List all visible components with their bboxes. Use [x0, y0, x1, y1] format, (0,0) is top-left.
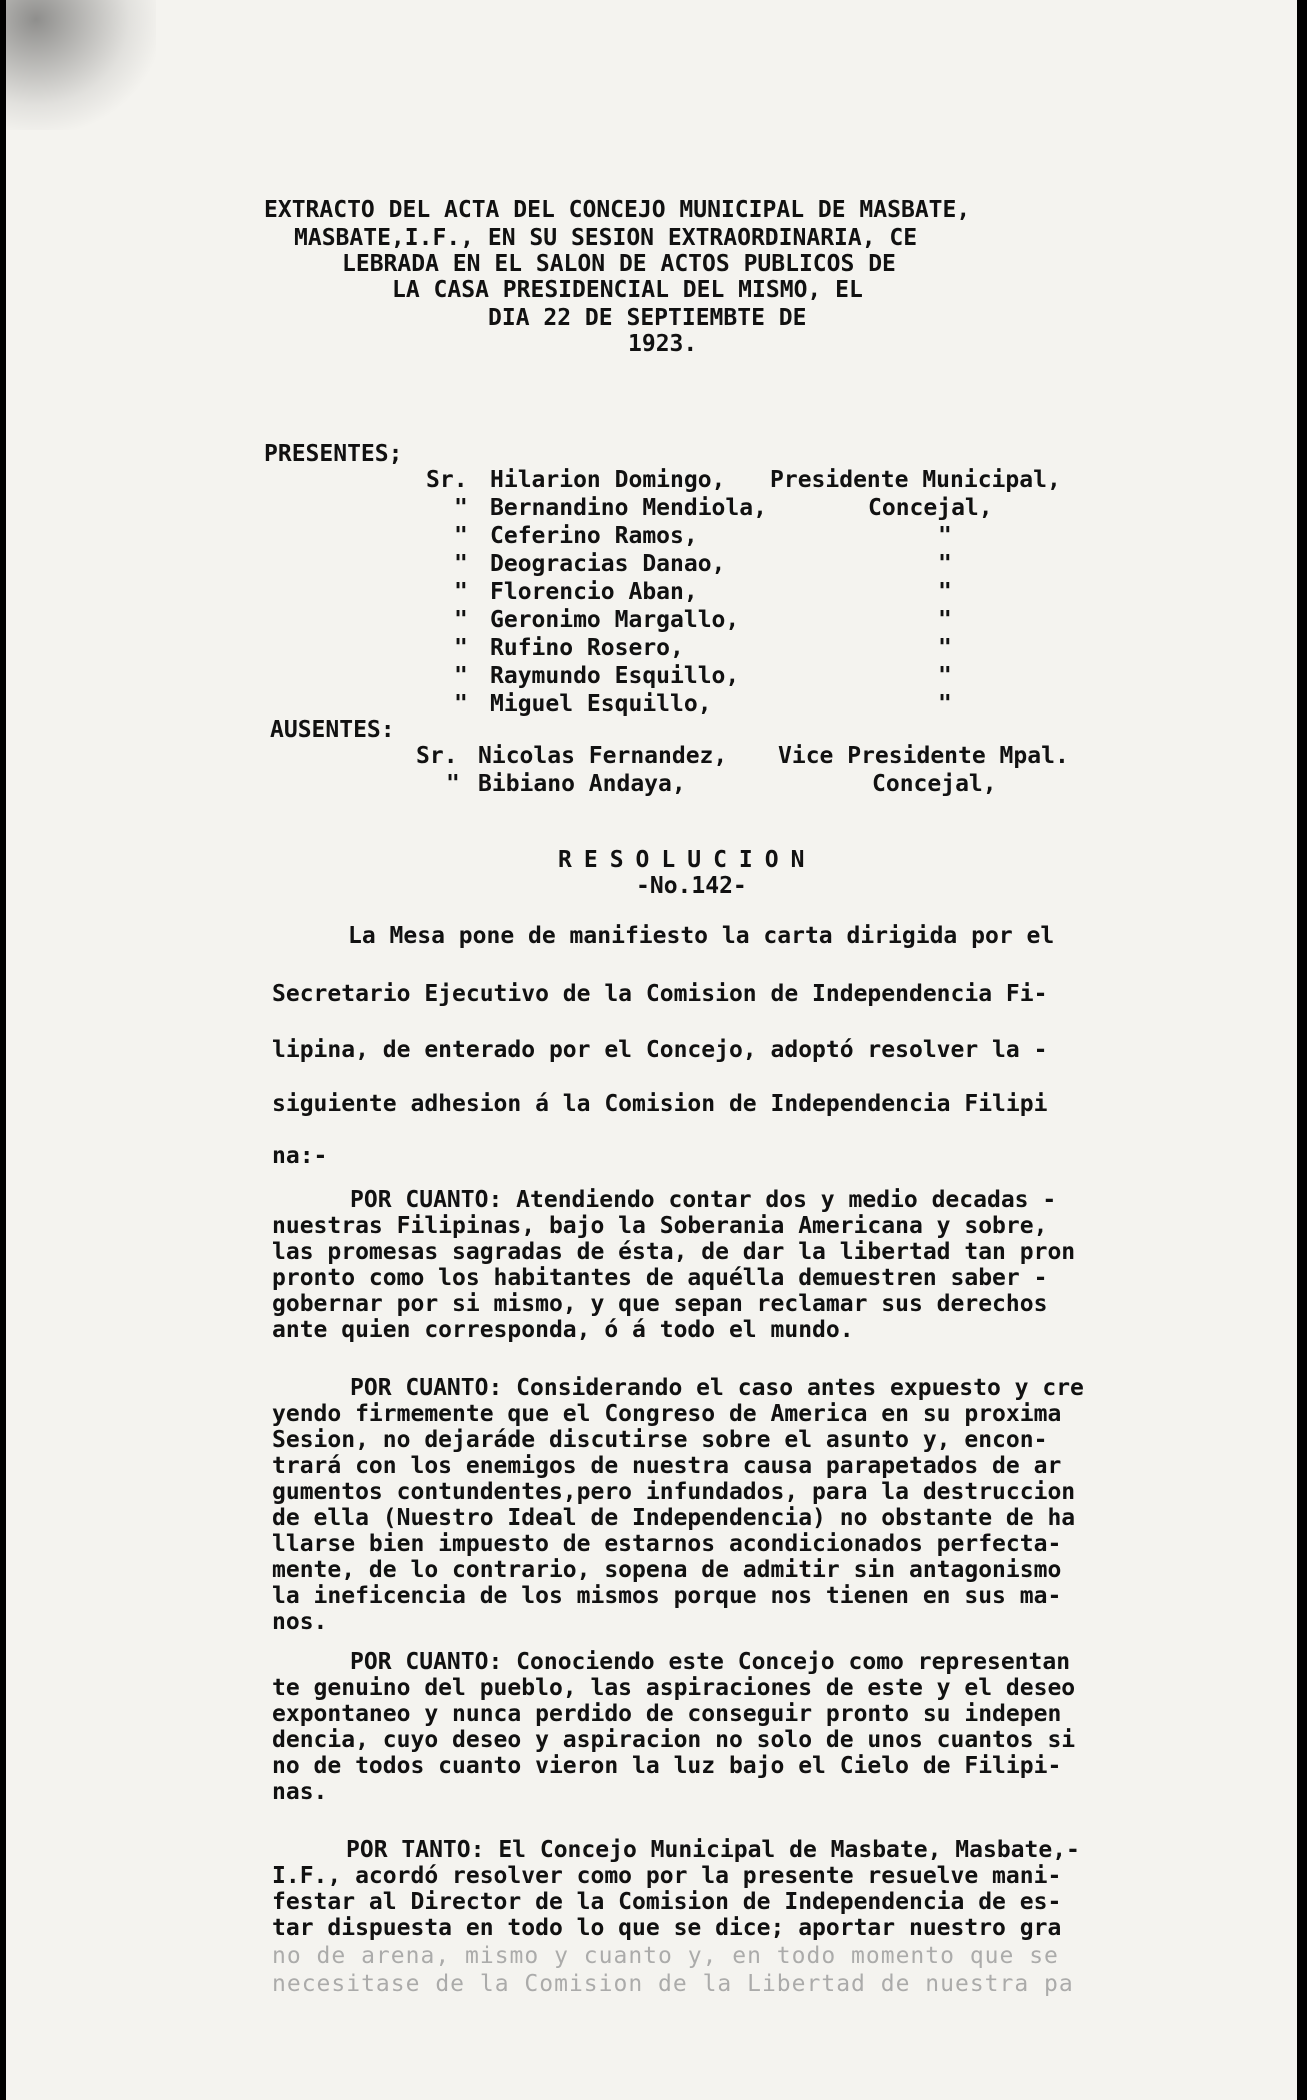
header-line: EXTRACTO DEL ACTA DEL CONCEJO MUNICIPAL DE MASBATE, [264, 197, 971, 223]
member-prefix: " [454, 579, 468, 605]
member-prefix: Sr. [416, 743, 458, 769]
paragraph-line: festar al Director de la Comision de Independencia de es- [272, 1889, 1062, 1915]
paragraph-line: gobernar por si mismo, y que sepan reclamar sus derechos [272, 1291, 1048, 1317]
member-name: Bernandino Mendiola, [490, 495, 767, 521]
member-role: " [938, 523, 952, 549]
member-role: Presidente Municipal, [770, 467, 1061, 493]
paragraph-line: expontaneo y nunca perdido de conseguir pronto su indepen [272, 1701, 1062, 1727]
paragraph-line: llarse bien impuesto de estarnos acondicionados perfecta- [272, 1531, 1062, 1557]
paragraph-line: las promesas sagradas de ésta, de dar la libertad tan pron [272, 1239, 1076, 1265]
member-prefix: Sr. [426, 467, 468, 493]
member-prefix: " [454, 691, 468, 717]
member-role: Concejal, [872, 771, 997, 797]
member-role: " [938, 663, 952, 689]
member-prefix: " [454, 635, 468, 661]
paragraph-line: nuestras Filipinas, bajo la Soberania Americana y sobre, [272, 1213, 1048, 1239]
paragraph-line: dencia, cuyo deseo y aspiracion no solo de unos cuantos si [272, 1727, 1076, 1753]
member-prefix: " [454, 663, 468, 689]
member-prefix: " [446, 771, 460, 797]
intro-line: na:- [272, 1143, 328, 1169]
header-line: MASBATE,I.F., EN SU SESION EXTRAORDINARIA, CE [294, 225, 918, 251]
intro-line: La Mesa pone de manifiesto la carta dirigida por el [348, 923, 1055, 949]
paragraph-line: yendo firmemente que el Congreso de America en su proxima [272, 1401, 1062, 1427]
paragraph-line: POR TANTO: El Concejo Municipal de Masbate, Masbate,- [346, 1837, 1080, 1863]
paragraph-line: POR CUANTO: Atendiendo contar dos y medio decadas - [350, 1187, 1057, 1213]
member-name: Miguel Esquillo, [490, 691, 712, 717]
paragraph-line: mente, de lo contrario, sopena de admitir sin antagonismo [272, 1557, 1062, 1583]
intro-line: lipina, de enterado por el Concejo, adoptó resolver la - [272, 1037, 1048, 1063]
absent-label: AUSENTES: [270, 717, 395, 743]
member-name: Ceferino Ramos, [490, 523, 698, 549]
member-role: " [938, 551, 952, 577]
member-name: Nicolas Fernandez, [478, 743, 728, 769]
paragraph-line: POR CUANTO: Considerando el caso antes expuesto y cre [350, 1375, 1084, 1401]
member-name: Rufino Rosero, [490, 635, 684, 661]
member-role: Concejal, [868, 495, 993, 521]
header-line: 1923. [628, 331, 698, 357]
resolution-title: RESOLUCION [558, 847, 817, 873]
member-prefix: " [454, 523, 468, 549]
paragraph-line: pronto como los habitantes de aquélla demuestren saber - [272, 1265, 1048, 1291]
resolution-number: -No.142- [636, 873, 747, 899]
intro-line: Secretario Ejecutivo de la Comision de Independencia Fi- [272, 981, 1048, 1007]
header-line: DIA 22 DE SEPTIEMBTE DE [488, 305, 807, 331]
paragraph-line: tar dispuesta en todo lo que se dice; aportar nuestro gra [272, 1915, 1062, 1941]
paragraph-line: te genuino del pueblo, las aspiraciones de este y el deseo [272, 1675, 1076, 1701]
paragraph-line: de ella (Nuestro Ideal de Independencia) no obstante de ha [272, 1505, 1076, 1531]
member-name: Raymundo Esquillo, [490, 663, 740, 689]
document-page [6, 0, 1297, 2100]
paragraph-line: gumentos contundentes,pero infundados, para la destruccion [272, 1479, 1076, 1505]
member-role: " [938, 635, 952, 661]
header-line: LA CASA PRESIDENCIAL DEL MISMO, EL [392, 277, 863, 303]
member-name: Deogracias Danao, [490, 551, 726, 577]
faint-line: no de arena, mismo y cuanto y, en todo momento que se [272, 1943, 1059, 1969]
member-role: " [938, 691, 952, 717]
member-name: Florencio Aban, [490, 579, 698, 605]
present-label: PRESENTES; [264, 441, 403, 467]
paragraph-line: trará con los enemigos de nuestra causa parapetados de ar [272, 1453, 1062, 1479]
faint-line: necesitase de la Comision de la Libertad de nuestra pa [272, 1971, 1074, 1997]
corner-smudge [6, 0, 156, 130]
paragraph-line: nos. [272, 1609, 328, 1635]
header-line: LEBRADA EN EL SALON DE ACTOS PUBLICOS DE [342, 251, 896, 277]
paragraph-line: POR CUANTO: Conociendo este Concejo como representan [350, 1649, 1071, 1675]
paragraph-line: nas. [272, 1779, 328, 1805]
paragraph-line: Sesion, no dejaráde discutirse sobre el asunto y, encon- [272, 1427, 1048, 1453]
member-role: Vice Presidente Mpal. [778, 743, 1069, 769]
paragraph-line: la ineficencia de los mismos porque nos tienen en sus ma- [272, 1583, 1062, 1609]
member-name: Hilarion Domingo, [490, 467, 726, 493]
member-prefix: " [454, 495, 468, 521]
member-prefix: " [454, 607, 468, 633]
member-prefix: " [454, 551, 468, 577]
member-name: Bibiano Andaya, [478, 771, 686, 797]
paragraph-line: ante quien corresponda, ó á todo el mundo. [272, 1317, 854, 1343]
paragraph-line: no de todos cuanto vieron la luz bajo el Cielo de Filipi- [272, 1753, 1062, 1779]
member-role: " [938, 607, 952, 633]
member-name: Geronimo Margallo, [490, 607, 740, 633]
member-role: " [938, 579, 952, 605]
intro-line: siguiente adhesion á la Comision de Independencia Filipi [272, 1091, 1048, 1117]
paragraph-line: I.F., acordó resolver como por la presente resuelve mani- [272, 1863, 1062, 1889]
